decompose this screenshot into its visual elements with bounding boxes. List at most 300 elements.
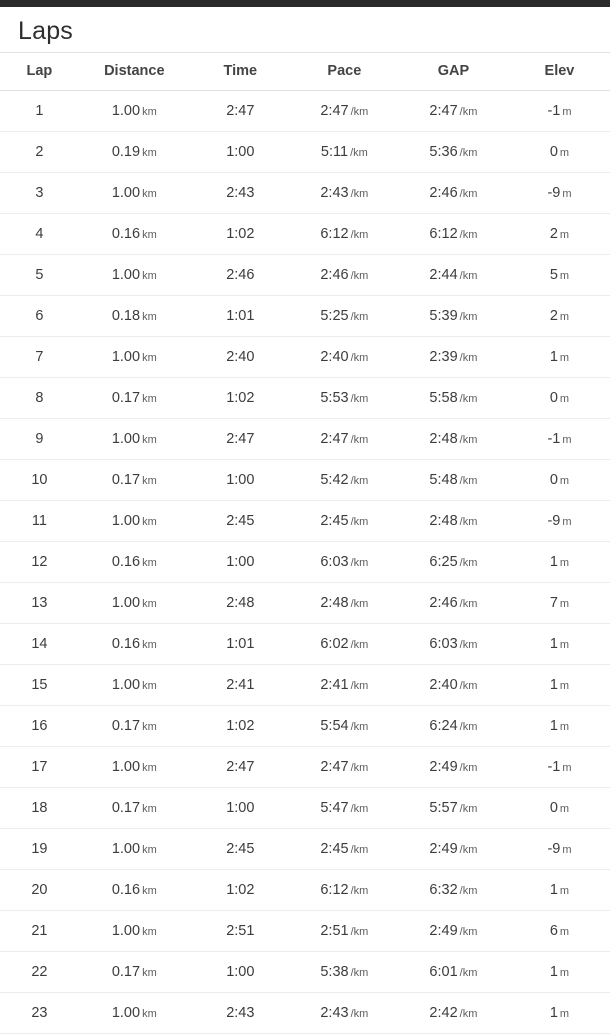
cell-distance-value: 0.16 [111,226,141,242]
cell-lap [0,132,79,173]
cell-elev-value: 1 [549,1005,558,1021]
cell-pace-unit: /km [350,393,369,405]
cell-distance-unit: km [142,762,157,774]
cell-lap-value: 21 [31,923,48,939]
table-row[interactable] [0,911,610,952]
cell-gap [398,501,509,542]
cell-time-value: 2:43 [226,185,255,201]
cell-time-value: 2:47 [226,103,255,119]
page-title: Laps [18,17,74,45]
cell-gap-value: 2:44 [429,267,458,283]
cell-gap [398,747,509,788]
cell-gap [398,706,509,747]
cell-lap [0,460,79,501]
cell-time-value: 1:00 [226,554,255,570]
cell-elev [509,747,610,788]
cell-gap-value: 6:32 [429,882,458,898]
top-status-bar [0,0,610,7]
cell-gap-unit: /km [459,352,478,364]
cell-distance-value: 1.00 [111,185,141,201]
table-row[interactable] [0,583,610,624]
cell-pace-unit: /km [350,106,369,118]
cell-distance-unit: km [142,926,157,938]
cell-lap [0,788,79,829]
cell-lap [0,706,79,747]
cell-distance-unit: km [142,885,157,897]
cell-time-value: 1:01 [226,636,255,652]
cell-lap [0,624,79,665]
cell-distance-unit: km [142,434,157,446]
cell-distance [79,829,190,870]
cell-elev-unit: m [559,598,570,610]
cell-gap-unit: /km [459,680,478,692]
cell-elev-unit: m [559,475,570,487]
cell-time-value: 1:02 [226,882,255,898]
cell-time-value: 2:41 [226,677,255,693]
cell-distance-unit: km [142,639,157,651]
cell-elev-value: 0 [549,472,558,488]
cell-elev-unit: m [559,803,570,815]
cell-gap-value: 6:12 [429,226,458,242]
cell-pace-unit: /km [350,557,369,569]
cell-elev-value: 6 [549,923,558,939]
cell-pace-value: 2:45 [320,841,349,857]
cell-distance-value: 1.00 [111,267,141,283]
column-header-time[interactable]: Time [190,53,291,91]
cell-time [190,624,291,665]
cell-distance-value: 1.00 [111,595,141,611]
cell-distance [79,255,190,296]
cell-time [190,132,291,173]
cell-gap-unit: /km [459,229,478,241]
cell-pace [291,747,398,788]
table-row[interactable] [0,337,610,378]
cell-lap-value: 17 [31,759,48,775]
cell-elev-unit: m [562,188,572,200]
cell-distance [79,296,190,337]
table-row[interactable] [0,952,610,993]
cell-gap-unit: /km [459,639,478,651]
cell-elev [509,542,610,583]
cell-elev-unit: m [559,926,570,938]
cell-pace [291,542,398,583]
cell-pace-unit: /km [350,311,369,323]
cell-elev-value: 0 [549,390,558,406]
cell-elev-value: 7 [549,595,558,611]
cell-distance-value: 1.00 [111,513,141,529]
table-row[interactable] [0,501,610,542]
cell-gap-unit: /km [459,188,478,200]
table-row[interactable] [0,624,610,665]
column-header-lap[interactable]: Lap [0,53,79,91]
cell-lap [0,829,79,870]
cell-distance-value: 0.17 [111,718,141,734]
cell-pace-unit: /km [350,1008,369,1020]
cell-gap [398,583,509,624]
cell-time-value: 1:00 [226,144,255,160]
cell-pace-value: 5:47 [320,800,349,816]
cell-distance-value: 0.16 [111,554,141,570]
cell-elev [509,993,610,1034]
cell-distance-value: 0.16 [111,882,141,898]
laps-table-header [0,53,610,91]
cell-distance-value: 1.00 [111,349,141,365]
cell-elev-unit: m [559,393,570,405]
cell-pace-unit: /km [350,680,369,692]
cell-distance-value: 1.00 [111,923,141,939]
cell-distance-unit: km [142,680,157,692]
cell-time [190,911,291,952]
cell-lap-value: 2 [35,144,44,160]
cell-pace [291,460,398,501]
cell-lap-value: 9 [35,431,44,447]
cell-gap-value: 5:48 [429,472,458,488]
table-row[interactable] [0,870,610,911]
table-row[interactable] [0,460,610,501]
cell-gap-value: 2:49 [429,923,458,939]
cell-elev [509,91,610,132]
cell-pace-value: 2:47 [320,103,349,119]
cell-pace-unit: /km [350,598,369,610]
cell-time-value: 2:47 [226,759,255,775]
cell-lap-value: 22 [31,964,48,980]
cell-elev [509,665,610,706]
cell-pace [291,788,398,829]
cell-distance [79,501,190,542]
cell-gap-value: 5:57 [429,800,458,816]
table-row[interactable] [0,173,610,214]
cell-elev-value: 1 [549,718,558,734]
cell-distance [79,378,190,419]
cell-distance [79,993,190,1034]
cell-distance [79,173,190,214]
cell-time [190,337,291,378]
cell-pace-unit: /km [350,844,369,856]
cell-lap-value: 18 [31,800,48,816]
cell-pace-value: 6:12 [320,882,349,898]
cell-elev-unit: m [559,721,570,733]
table-row[interactable] [0,91,610,132]
cell-time [190,788,291,829]
cell-pace [291,501,398,542]
cell-time-value: 2:46 [226,267,255,283]
cell-gap-value: 2:46 [429,595,458,611]
cell-distance-value: 1.00 [111,103,141,119]
cell-lap [0,214,79,255]
cell-lap-value: 10 [31,472,48,488]
cell-pace-value: 6:03 [320,554,349,570]
cell-lap-value: 7 [35,349,44,365]
cell-gap-value: 2:46 [429,185,458,201]
cell-time [190,214,291,255]
cell-time [190,829,291,870]
cell-elev-value: 2 [549,226,558,242]
cell-distance-unit: km [142,721,157,733]
cell-time [190,993,291,1034]
table-row[interactable] [0,255,610,296]
cell-elev [509,255,610,296]
cell-gap-unit: /km [459,885,478,897]
cell-elev [509,829,610,870]
cell-time [190,460,291,501]
cell-gap-unit: /km [459,1008,478,1020]
cell-pace-value: 5:25 [320,308,349,324]
cell-gap [398,870,509,911]
cell-distance-unit: km [142,967,157,979]
cell-pace [291,870,398,911]
cell-distance-value: 1.00 [111,759,141,775]
cell-time-value: 1:02 [226,226,255,242]
cell-pace [291,91,398,132]
cell-time [190,91,291,132]
header-row [0,53,610,91]
cell-pace-value: 2:48 [320,595,349,611]
cell-pace-value: 2:41 [320,677,349,693]
cell-pace-unit: /km [350,352,369,364]
table-row[interactable] [0,993,610,1034]
cell-gap [398,296,509,337]
cell-distance-unit: km [142,516,157,528]
cell-pace-value: 5:53 [320,390,349,406]
cell-pace [291,214,398,255]
table-row[interactable] [0,665,610,706]
cell-time [190,542,291,583]
cell-distance [79,911,190,952]
cell-lap [0,993,79,1034]
cell-time [190,501,291,542]
cell-lap-value: 14 [31,636,48,652]
cell-elev [509,419,610,460]
table-row[interactable] [0,419,610,460]
cell-time-value: 1:00 [226,964,255,980]
cell-lap-value: 16 [31,718,48,734]
cell-elev [509,911,610,952]
cell-distance-value: 0.16 [111,636,141,652]
cell-gap-unit: /km [459,598,478,610]
cell-elev-unit: m [559,967,570,979]
cell-distance-value: 0.18 [111,308,141,324]
cell-time [190,378,291,419]
cell-elev-value: 1 [549,677,558,693]
cell-distance [79,337,190,378]
cell-elev-unit: m [562,516,572,528]
cell-distance-value: 0.17 [111,800,141,816]
cell-elev-value: 5 [549,267,558,283]
cell-time-value: 2:45 [226,841,255,857]
cell-lap-value: 20 [31,882,48,898]
cell-elev-value: 0 [549,800,558,816]
cell-distance-value: 1.00 [111,841,141,857]
cell-elev-unit: m [559,352,570,364]
cell-elev [509,296,610,337]
cell-lap [0,870,79,911]
cell-gap [398,993,509,1034]
cell-gap [398,911,509,952]
cell-time [190,747,291,788]
cell-pace [291,911,398,952]
cell-gap-unit: /km [459,106,478,118]
cell-elev [509,706,610,747]
cell-pace-unit: /km [350,147,368,159]
cell-time [190,952,291,993]
cell-pace-unit: /km [350,967,369,979]
cell-pace [291,173,398,214]
cell-time-value: 1:02 [226,390,255,406]
cell-distance [79,788,190,829]
cell-pace-value: 2:47 [320,431,349,447]
cell-lap [0,542,79,583]
cell-distance [79,665,190,706]
cell-gap-unit: /km [459,434,478,446]
cell-elev-unit: m [559,270,570,282]
cell-distance-unit: km [142,352,157,364]
cell-elev-unit: m [559,147,570,159]
column-header-gap[interactable]: GAP [398,53,509,91]
cell-elev [509,460,610,501]
cell-time [190,583,291,624]
cell-elev [509,337,610,378]
cell-time-value: 1:00 [226,800,255,816]
cell-time-value: 2:43 [226,1005,255,1021]
table-row[interactable] [0,132,610,173]
cell-pace-value: 2:46 [320,267,349,283]
cell-gap [398,173,509,214]
cell-elev [509,501,610,542]
cell-gap-unit: /km [459,147,478,159]
cell-gap-value: 6:24 [429,718,458,734]
cell-elev-value: -1 [547,103,561,119]
cell-time [190,255,291,296]
table-row[interactable] [0,829,610,870]
cell-lap [0,255,79,296]
table-row[interactable] [0,747,610,788]
cell-lap-value: 15 [31,677,48,693]
cell-elev-unit: m [559,639,570,651]
cell-lap [0,378,79,419]
cell-pace-value: 6:02 [320,636,349,652]
column-header-elev[interactable]: Elev [509,53,610,91]
cell-gap [398,255,509,296]
cell-elev-value: 1 [549,349,558,365]
cell-distance-value: 0.17 [111,964,141,980]
cell-distance-unit: km [142,106,157,118]
cell-pace-value: 2:47 [320,759,349,775]
cell-gap-value: 5:36 [429,144,458,160]
table-row[interactable] [0,214,610,255]
cell-elev-unit: m [559,229,570,241]
cell-gap [398,419,509,460]
cell-distance-unit: km [142,475,157,487]
cell-time-value: 2:51 [226,923,255,939]
cell-elev-value: 1 [549,636,558,652]
cell-elev [509,214,610,255]
cell-pace-unit: /km [350,885,369,897]
cell-gap-value: 6:03 [429,636,458,652]
cell-gap-value: 5:39 [429,308,458,324]
cell-elev-unit: m [559,1008,570,1020]
cell-gap-value: 2:42 [429,1005,458,1021]
cell-time [190,419,291,460]
cell-gap-unit: /km [459,967,478,979]
cell-elev-unit: m [562,106,572,118]
cell-time [190,665,291,706]
cell-elev [509,132,610,173]
cell-gap-unit: /km [459,270,478,282]
cell-pace-unit: /km [350,270,369,282]
cell-pace-value: 2:51 [320,923,349,939]
cell-distance [79,706,190,747]
cell-pace [291,624,398,665]
cell-pace-unit: /km [350,803,369,815]
table-row[interactable] [0,788,610,829]
cell-pace [291,706,398,747]
cell-elev-value: 2 [549,308,558,324]
cell-elev-value: 1 [549,882,558,898]
cell-distance [79,419,190,460]
cell-distance [79,870,190,911]
cell-gap [398,378,509,419]
cell-pace-value: 6:12 [320,226,349,242]
cell-distance-unit: km [142,803,157,815]
cell-pace-unit: /km [350,926,369,938]
cell-lap-value: 1 [35,103,44,119]
cell-time-value: 1:02 [226,718,255,734]
cell-lap [0,501,79,542]
cell-elev-unit: m [562,762,572,774]
cell-lap [0,419,79,460]
table-row[interactable] [0,296,610,337]
cell-pace-unit: /km [350,475,369,487]
cell-time [190,296,291,337]
column-header-distance[interactable]: Distance [79,53,190,91]
cell-gap-unit: /km [459,844,478,856]
laps-table [0,52,610,1034]
cell-pace [291,378,398,419]
cell-pace-unit: /km [350,188,369,200]
cell-pace-unit: /km [350,721,369,733]
cell-lap-value: 11 [31,513,47,529]
cell-pace [291,583,398,624]
column-header-pace[interactable]: Pace [291,53,398,91]
table-row[interactable] [0,706,610,747]
cell-gap-unit: /km [459,926,478,938]
cell-distance-value: 0.17 [111,390,141,406]
cell-gap-unit: /km [459,475,478,487]
cell-distance-value: 1.00 [111,1005,141,1021]
cell-lap-value: 8 [35,390,44,406]
cell-time-value: 1:00 [226,472,255,488]
cell-lap [0,911,79,952]
cell-gap-value: 2:48 [429,431,458,447]
cell-distance [79,583,190,624]
cell-distance [79,747,190,788]
table-row[interactable] [0,378,610,419]
cell-pace-value: 5:11 [320,144,349,160]
cell-elev-value: -9 [547,841,561,857]
cell-elev-value: -1 [547,759,561,775]
cell-elev-unit: m [559,680,570,692]
table-row[interactable] [0,542,610,583]
cell-elev [509,173,610,214]
cell-pace [291,132,398,173]
cell-lap-value: 13 [31,595,48,611]
laps-table-body [0,91,610,1034]
cell-pace-unit: /km [350,229,369,241]
cell-distance [79,214,190,255]
cell-gap [398,624,509,665]
cell-pace [291,952,398,993]
cell-pace-unit: /km [350,762,369,774]
